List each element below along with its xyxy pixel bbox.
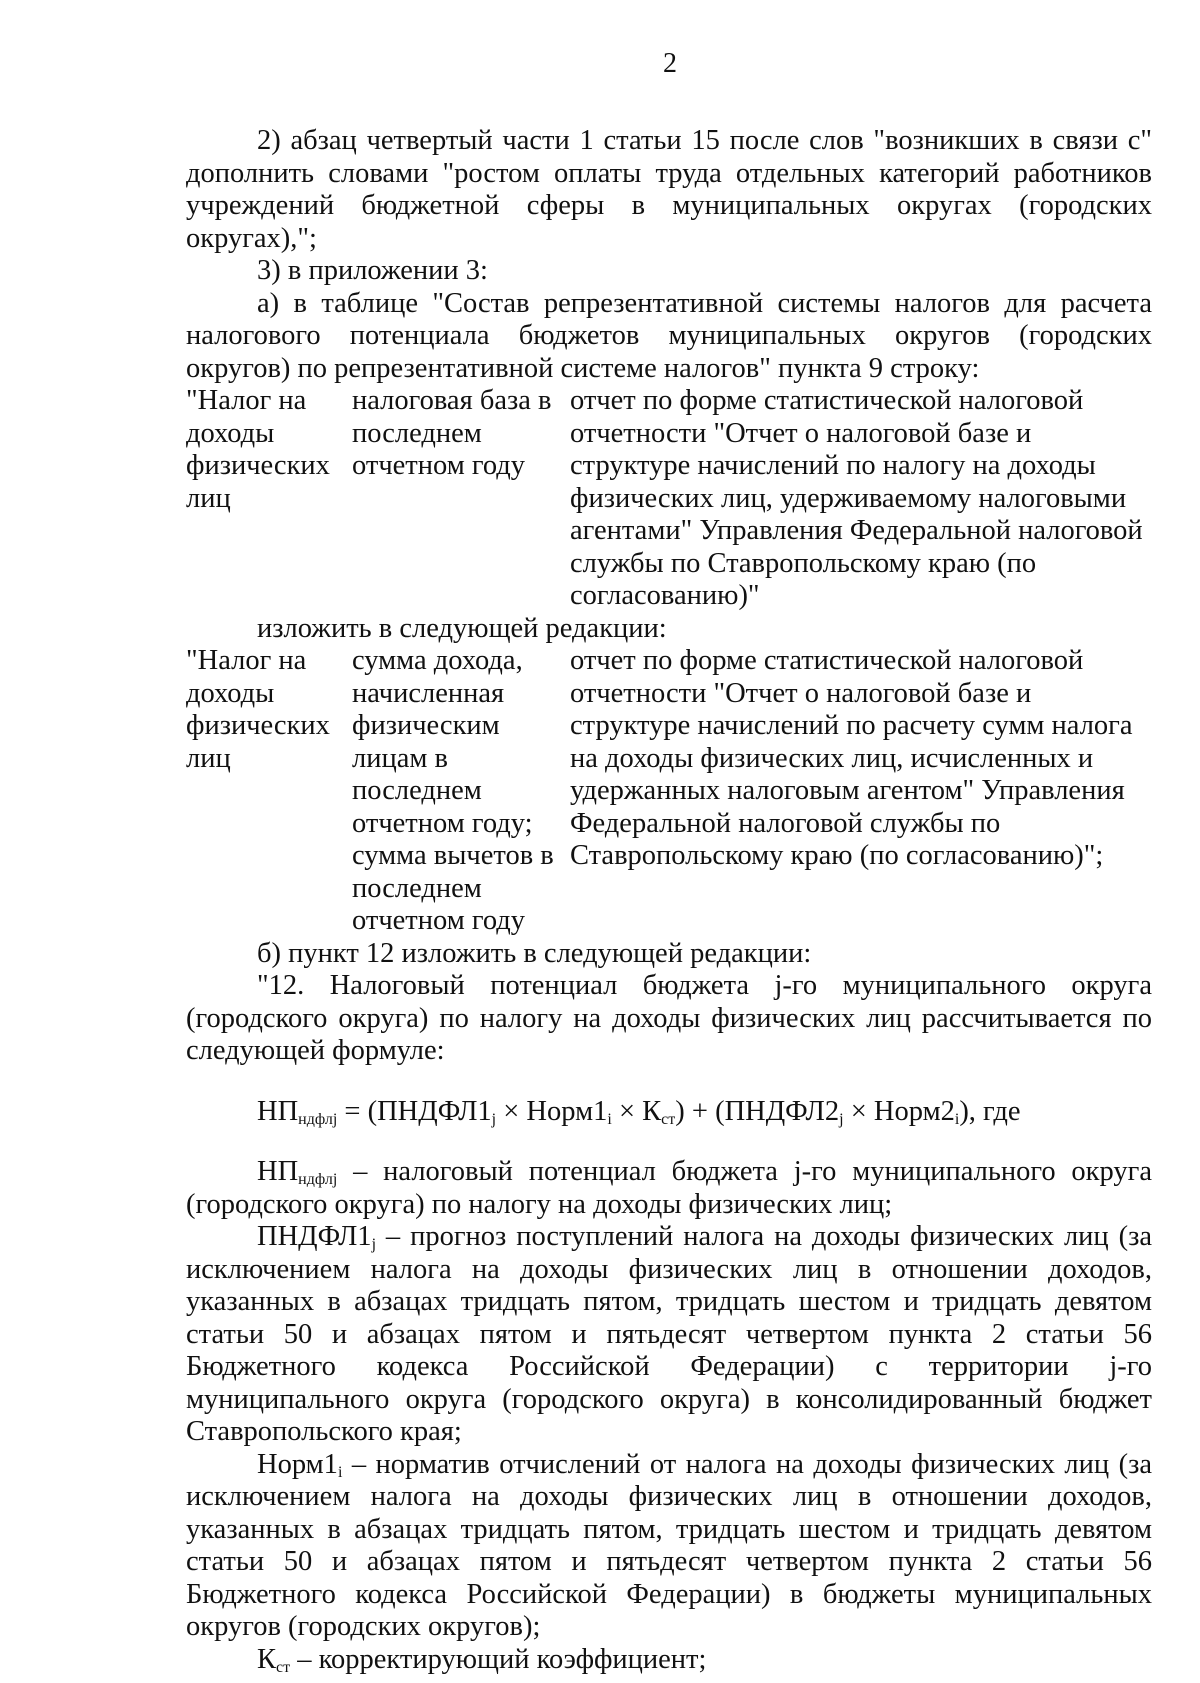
formula-eq: = (ПНДФЛ1 — [337, 1095, 492, 1127]
old-row-base: налоговая база в последнем отчетном году — [352, 385, 552, 481]
definition-norm1-symbol: Норм1 — [257, 1448, 338, 1480]
new-row-base-income: сумма дохода, начисленная физическим лицам в последнем отчетном году; — [352, 645, 533, 839]
paragraph-table-point-9: а) в таблице "Состав репрезентативной системы налогов для расчета налогового потенциала бюджетов муниципальных округов (городских округов) по репрезентативной системе налогов" пункта 9 строку: — [186, 287, 1152, 384]
formula-mid: ) + (ПНДФЛ2 — [675, 1095, 840, 1127]
formula-k: × К — [611, 1095, 662, 1127]
paragraph-appendix-3: 3) в приложении 3: — [257, 255, 488, 286]
replace-text: изложить в следующей редакции: — [257, 612, 667, 644]
definition-kst-text: – корректирующий коэффициент; — [290, 1643, 707, 1675]
formula-j1: j — [491, 1110, 497, 1128]
definition-kst-symbol: К — [257, 1643, 277, 1675]
definition-pndfl1 — [186, 1221, 1152, 1449]
definition-kst-sub: ст — [276, 1658, 291, 1676]
point-b: б) пункт 12 изложить в следующей редакции: — [257, 937, 812, 969]
formula-j2: j — [839, 1110, 844, 1128]
page-number: 2 — [663, 48, 677, 79]
new-row-tax: "Налог на доходы физических лиц — [186, 645, 330, 774]
definition-norm1 — [186, 1449, 1152, 1644]
paragraph-amend-article-15: 2) абзац четвертый части 1 статьи 15 после слов "возникших в связи с" дополнить словами "ростом оплаты труда отдельных категорий работников учреждений бюджетной сферы в муниципальных округах (городских округах),"; — [186, 125, 1152, 254]
formula-norm1: × Норм1 — [496, 1095, 608, 1127]
definition-kst — [186, 1644, 1152, 1677]
definition-pndfl1-symbol: ПНДФЛ1 — [257, 1221, 372, 1252]
formula-end: ), где — [959, 1095, 1021, 1127]
definition-np-sub: ндфлj — [298, 1171, 338, 1188]
formula-i2: i — [954, 1110, 960, 1128]
new-row-base-deductions: сумма вычетов в последнем отчетном году — [352, 840, 554, 936]
new-row-source: отчет по форме статистической налоговой отчетности "Отчет о налоговой базе и структуре начислений по расчету сумм налога на доходы физических лиц, исчисленных и удержанных налоговым агентом" Управления Федеральной налоговой службы по Ставропольскому краю (по согласованию)"; — [570, 645, 1133, 871]
formula-np: НП — [257, 1095, 299, 1127]
definition-norm1-text: – норматив отчислений от налога на доходы физических лиц (за исключением налога на доходы физических лиц в отношении доходов, указанных в абзацах тридцать пятом, тридцать шестом и тридцать девятом статьи 50 и абзацах пятом и пятьдесят четвертом пункта 2 статьи 56 Бюджетного кодекса Российской Федерации) в бюджеты муниципальных округов (городских округов); — [186, 1448, 1152, 1642]
definition-pndfl1-sub: j — [371, 1236, 377, 1253]
old-row-tax: "Налог на доходы физических лиц — [186, 385, 330, 514]
old-table-row — [186, 385, 1152, 613]
new-table-row — [186, 645, 1152, 938]
formula-i1: i — [607, 1110, 612, 1128]
document-body — [186, 125, 1152, 1676]
definition-np-symbol: НП — [257, 1156, 299, 1187]
definition-np-text: – налоговый потенциал бюджета j-го муниципального округа (городского округа) по налогу на доходы физических лиц; — [186, 1156, 1152, 1220]
formula-st: ст — [661, 1110, 676, 1128]
definition-norm1-sub: i — [337, 1463, 343, 1481]
definition-pndfl1-text: – прогноз поступлений налога на доходы физических лиц (за исключением налога на доходы физических лиц в отношении доходов, указанных в абзацах тридцать пятом, тридцать шестом и тридцать девятом статьи 50 и абзацах пятом и пятьдесят четвертом пункта 2 статьи 56 Бюджетного кодекса Российской Федерации) с территории j-го муниципального округа (городского округа) в консолидированный бюджет Ставропольского края; — [186, 1221, 1152, 1447]
point-12: "12. Налоговый потенциал бюджета j-го муниципального округа (городского округа) по налогу на доходы физических лиц рассчитывается по следующей формуле: — [186, 970, 1152, 1066]
formula-np-sub: ндфлj — [298, 1110, 338, 1128]
formula-norm2: × Норм2 — [843, 1095, 955, 1127]
formula — [186, 1096, 1152, 1129]
old-row-source: отчет по форме статистической налоговой отчетности "Отчет о налоговой базе и структуре начислений по налогу на доходы физических лиц, удерживаемому налоговыми агентами" Управления Федеральной налоговой службы по Ставропольскому краю (по согласованию)" — [570, 385, 1143, 611]
definition-np — [186, 1156, 1152, 1221]
new-row-base — [352, 645, 570, 938]
